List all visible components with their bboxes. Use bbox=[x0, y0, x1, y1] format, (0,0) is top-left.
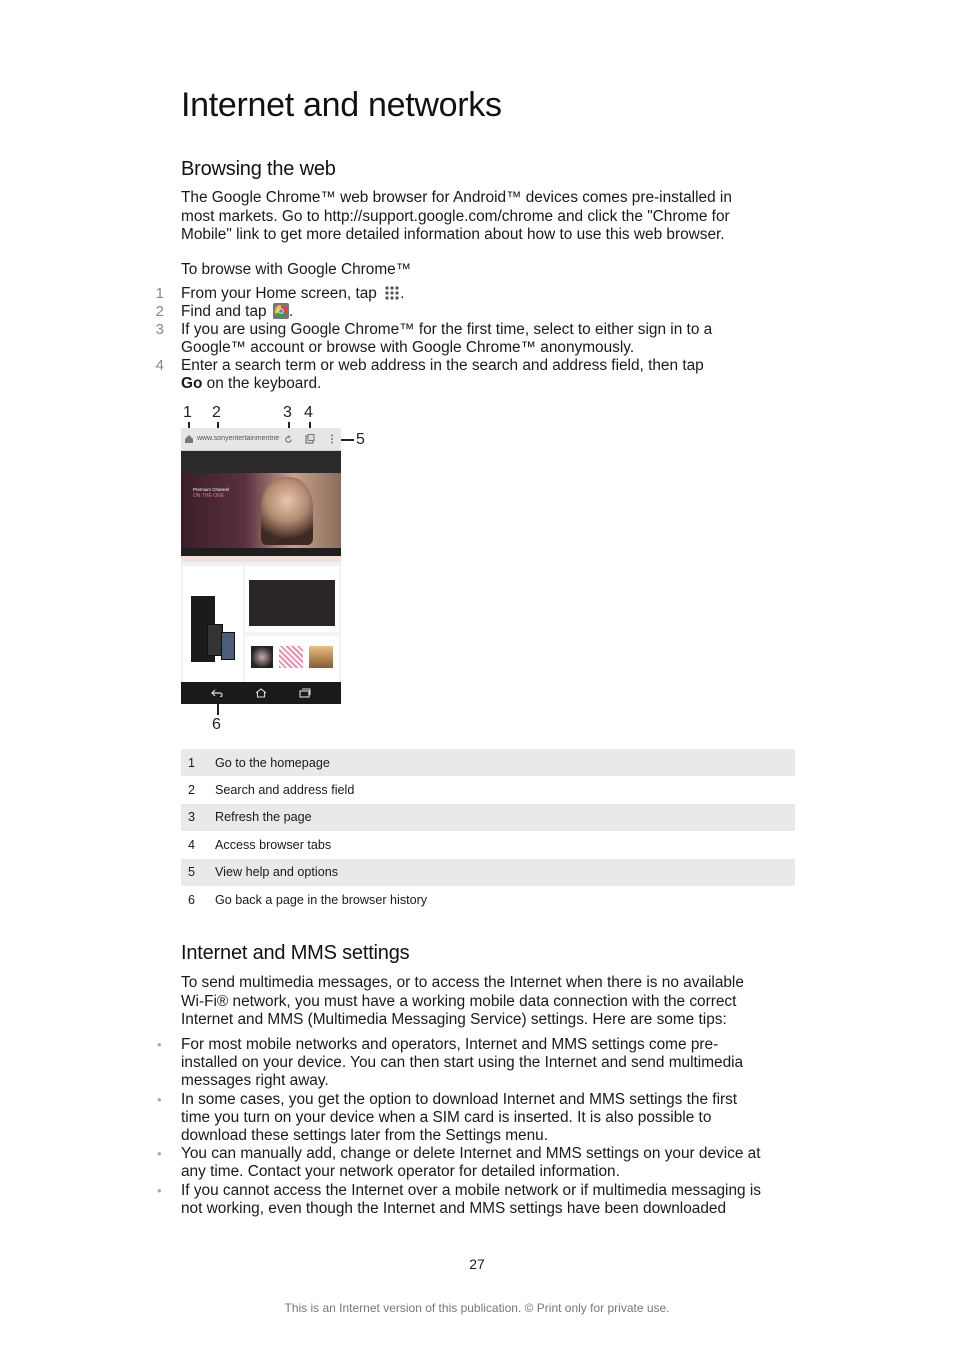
step-number: 3 bbox=[155, 321, 164, 338]
table-row bbox=[181, 749, 795, 776]
step-3 bbox=[181, 321, 761, 357]
step-text: Find and tap bbox=[181, 303, 267, 320]
callout-3: 3 bbox=[283, 404, 292, 421]
bullet-line: In some cases, you get the option to download Internet and MMS settings the first bbox=[181, 1091, 738, 1108]
step-text-end: . bbox=[400, 285, 405, 302]
intro-line: Mobile" link to get more detailed information about how to use this web browser. bbox=[181, 226, 725, 243]
footer-note: This is an Internet version of this publication. © Print only for private use. bbox=[284, 1301, 670, 1315]
bullet-line: any time. Contact your network operator for detailed information. bbox=[181, 1163, 620, 1181]
table-row bbox=[181, 776, 795, 803]
address-text: www.sonyentertainmentne bbox=[197, 435, 280, 442]
bullet-dot: • bbox=[157, 1146, 162, 1161]
callout-legend-table bbox=[181, 749, 795, 913]
legend-number: 2 bbox=[188, 783, 196, 798]
bullet-line: time you turn on your device when a SIM card is inserted. It is also possible to bbox=[181, 1109, 712, 1127]
bullet-line: installed on your device. You can then start using the Internet and send multimedia bbox=[181, 1054, 744, 1072]
procedure-title: To browse with Google Chrome™ bbox=[181, 261, 412, 278]
legend-number: 4 bbox=[188, 837, 196, 852]
tab-strip bbox=[181, 556, 341, 562]
video-player bbox=[249, 580, 335, 626]
nav-strip bbox=[181, 548, 341, 556]
site-header bbox=[181, 451, 341, 473]
page-number: 27 bbox=[469, 1256, 485, 1272]
legend-number: 1 bbox=[188, 755, 196, 770]
bullet-dot: • bbox=[157, 1037, 162, 1052]
legend-text: Go back a page in the browser history bbox=[215, 892, 428, 907]
home-nav-icon bbox=[255, 688, 267, 698]
callout-4: 4 bbox=[304, 404, 313, 421]
content-left-card bbox=[183, 566, 243, 682]
back-icon bbox=[211, 689, 223, 697]
step-number: 4 bbox=[155, 357, 164, 374]
bullet-item bbox=[181, 1036, 801, 1091]
legend-text: Go to the homepage bbox=[215, 755, 330, 770]
table-row bbox=[181, 831, 795, 858]
browsing-intro bbox=[181, 189, 781, 245]
address-field bbox=[197, 432, 293, 446]
section-heading-mms: Internet and MMS settings bbox=[181, 942, 410, 964]
hero-banner bbox=[181, 473, 341, 548]
legend-number: 5 bbox=[188, 865, 196, 880]
bullet-line: For most mobile networks and operators, Internet and MMS settings come pre- bbox=[181, 1036, 719, 1053]
bullet-dot: • bbox=[157, 1183, 162, 1198]
go-key-label: Go bbox=[181, 375, 203, 393]
pattern-art bbox=[279, 646, 303, 668]
android-nav-bar bbox=[181, 682, 341, 704]
content-right-card bbox=[245, 566, 339, 632]
legend-number: 3 bbox=[188, 810, 196, 825]
callout-6: 6 bbox=[212, 716, 221, 733]
step-number: 2 bbox=[155, 303, 164, 320]
step-text: Google™ account or browse with Google Chrome™ anonymously. bbox=[181, 339, 635, 357]
tabs-icon bbox=[305, 434, 315, 444]
intro-line: Internet and MMS (Multimedia Messaging Service) settings. Here are some tips: bbox=[181, 1011, 727, 1028]
bullet-item bbox=[181, 1145, 801, 1181]
browser-toolbar bbox=[181, 428, 341, 451]
step-text: on the keyboard. bbox=[202, 375, 322, 393]
phone-image bbox=[221, 632, 235, 660]
step-number: 1 bbox=[155, 285, 164, 302]
bullet-dot: • bbox=[157, 1092, 162, 1107]
callout-1: 1 bbox=[183, 404, 192, 421]
content-grid-card bbox=[245, 636, 339, 682]
menu-icon bbox=[330, 434, 334, 444]
step-text: If you are using Google Chrome™ for the first time, select to either sign in to a bbox=[181, 321, 713, 338]
bullet-line: If you cannot access the Internet over a mobile network or if multimedia messaging is bbox=[181, 1182, 761, 1199]
table-row bbox=[181, 804, 795, 831]
step-text-end: . bbox=[288, 303, 294, 320]
legend-text: View help and options bbox=[215, 865, 338, 880]
step-4 bbox=[181, 357, 761, 393]
callout-2: 2 bbox=[212, 404, 221, 421]
bullet-item bbox=[181, 1182, 801, 1218]
legend-text: Access browser tabs bbox=[215, 837, 332, 852]
bullet-line: download these settings later from the Settings menu. bbox=[181, 1127, 549, 1145]
step-text: Enter a search term or web address in the search and address field, then tap bbox=[181, 357, 704, 374]
page-title: Internet and networks bbox=[181, 86, 502, 124]
chrome-icon bbox=[273, 303, 289, 319]
home-icon bbox=[184, 434, 194, 444]
intro-line: Wi-Fi® network, you must have a working mobile data connection with the correct bbox=[181, 992, 737, 1010]
bullet-line: not working, even though the Internet and MMS settings have been downloaded bbox=[181, 1200, 727, 1218]
callout-5: 5 bbox=[356, 431, 365, 448]
legend-text: Search and address field bbox=[215, 783, 355, 798]
section-heading-browsing: Browsing the web bbox=[181, 158, 336, 180]
step-1 bbox=[181, 285, 761, 303]
legend-text: Refresh the page bbox=[215, 810, 312, 825]
step-text: From your Home screen, tap bbox=[181, 285, 377, 302]
mms-intro bbox=[181, 974, 801, 1030]
bullet-item bbox=[181, 1091, 801, 1146]
intro-line: most markets. Go to http://support.google.com/chrome and click the "Chrome for bbox=[181, 207, 730, 225]
table-row bbox=[181, 886, 795, 913]
bullet-line: messages right away. bbox=[181, 1072, 329, 1090]
intro-line: To send multimedia messages, or to access the Internet when there is no available bbox=[181, 974, 744, 991]
legend-number: 6 bbox=[188, 892, 196, 907]
table-row bbox=[181, 859, 795, 886]
landscape-art bbox=[309, 646, 333, 668]
hero-text: Premium Channel bbox=[193, 487, 230, 492]
apps-grid-icon bbox=[384, 285, 400, 301]
hero-photo bbox=[261, 477, 313, 545]
recent-apps-icon bbox=[299, 688, 311, 698]
intro-line: The Google Chrome™ web browser for Android™ devices comes pre-installed in bbox=[181, 189, 732, 206]
bullet-line: You can manually add, change or delete Internet and MMS settings on your device at bbox=[181, 1145, 761, 1162]
album-art bbox=[251, 646, 273, 668]
refresh-icon bbox=[284, 435, 293, 444]
step-2 bbox=[181, 303, 761, 321]
browser-screenshot bbox=[181, 428, 341, 704]
hero-text-accent: ON THE ONE bbox=[193, 493, 225, 499]
